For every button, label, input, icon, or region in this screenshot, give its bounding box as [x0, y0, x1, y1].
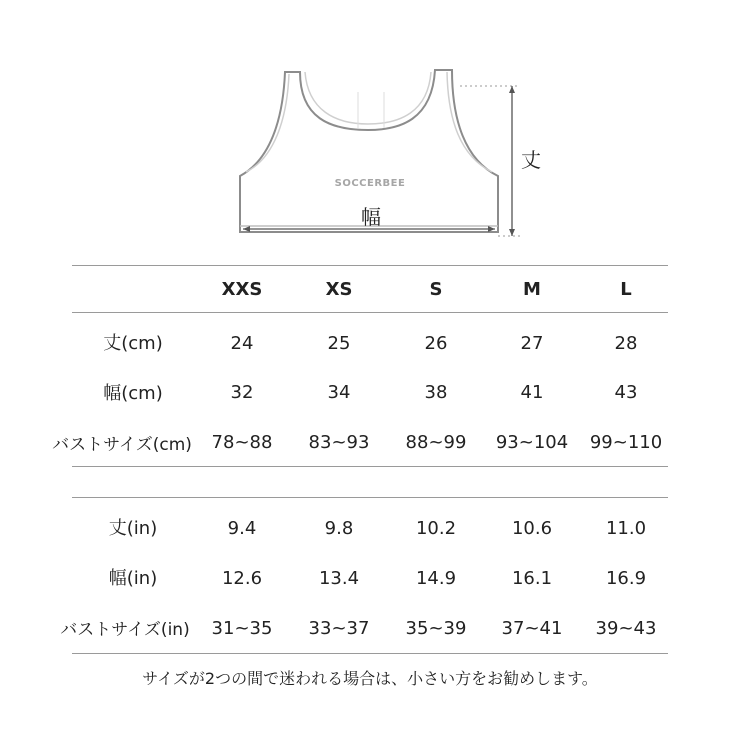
table-cell: 13.4 — [318, 568, 360, 589]
table-cell: 39~43 — [595, 618, 657, 639]
table-cell: 35~39 — [405, 618, 467, 639]
table-cell: 99~110 — [589, 432, 663, 453]
brand-logo: SOCCERBEE — [334, 178, 406, 189]
table-cell: 16.1 — [511, 568, 553, 589]
size-header: L — [620, 279, 632, 300]
table-cell: 10.6 — [511, 518, 553, 539]
row-label: 丈(in) — [108, 518, 158, 539]
table-cell: 31~35 — [211, 618, 273, 639]
table-cell: 24 — [230, 333, 254, 354]
table-cell: 34 — [327, 382, 351, 403]
table-cell: 16.9 — [605, 568, 647, 589]
table-cell: 9.8 — [324, 518, 354, 539]
width-label: 幅 — [361, 205, 381, 229]
length-label: 丈 — [521, 148, 541, 172]
table-cell: 83~93 — [308, 432, 370, 453]
table-rule-header — [72, 312, 668, 313]
size-advice-note: サイズが2つの間で迷われる場合は、小さい方をお勧めします。 — [142, 669, 598, 688]
size-header: S — [429, 279, 443, 300]
table-cell: 78~88 — [211, 432, 273, 453]
row-label: 幅(cm) — [103, 383, 163, 404]
table-cell: 12.6 — [221, 568, 263, 589]
table-cell: 26 — [424, 333, 448, 354]
table-cell: 11.0 — [605, 518, 647, 539]
table-cell: 93~104 — [495, 432, 569, 453]
table-cell: 38 — [424, 382, 448, 403]
row-label: バストサイズ(in) — [60, 620, 190, 640]
table-rule-cm-bottom — [72, 466, 668, 467]
table-cell: 33~37 — [308, 618, 370, 639]
table-cell: 43 — [614, 382, 638, 403]
table-cell: 9.4 — [227, 518, 257, 539]
row-label: バストサイズ(cm) — [52, 435, 192, 455]
table-rule-top — [72, 265, 668, 266]
size-header: XXS — [221, 279, 263, 300]
table-cell: 28 — [614, 333, 638, 354]
table-cell: 88~99 — [405, 432, 467, 453]
table-cell: 32 — [230, 382, 254, 403]
row-label: 丈(cm) — [103, 333, 163, 354]
size-header: M — [523, 279, 541, 300]
table-cell: 41 — [520, 382, 544, 403]
table-cell: 10.2 — [415, 518, 457, 539]
table-rule-bottom — [72, 653, 668, 654]
table-cell: 27 — [520, 333, 544, 354]
table-cell: 37~41 — [501, 618, 563, 639]
size-header: XS — [325, 279, 353, 300]
table-cell: 25 — [327, 333, 351, 354]
row-label: 幅(in) — [108, 568, 158, 589]
table-cell: 14.9 — [415, 568, 457, 589]
table-rule-in-top — [72, 497, 668, 498]
